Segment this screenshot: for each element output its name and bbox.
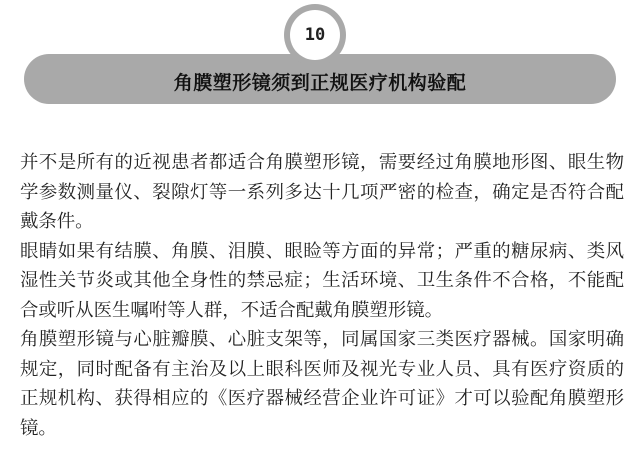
paragraph-regulation: 角膜塑形镜与心脏瓣膜、心脏支架等，同属国家三类医疗器械。国家明确规定，同时配备有主治及以上眼科医师及视光专业人员、具有医疗资质的正规机构、获得相应的《医疗器械经营企业许可证》才可以验配角膜塑形镜。 (20, 329, 624, 439)
paragraph-examination: 并不是所有的近视患者都适合角膜塑形镜，需要经过角膜地形图、眼生物学参数测量仪、裂隙灯等一系列多达十几项严密的检查，确定是否符合配戴条件。 (20, 152, 624, 232)
section-title: 角膜塑形镜须到正规医疗机构验配 (173, 71, 467, 94)
paragraph-contraindications: 眼睛如果有结膜、角膜、泪膜、眼睑等方面的异常；严重的糖尿病、类风湿性关节炎或其他全身性的禁忌症；生活环境、卫生条件不合格，不能配合或听从医生嘱咐等人群，不适合配戴角膜塑形镜。 (20, 240, 624, 321)
section-number: 10 (290, 10, 340, 60)
section-number-badge (284, 4, 346, 66)
article-body (20, 148, 624, 443)
